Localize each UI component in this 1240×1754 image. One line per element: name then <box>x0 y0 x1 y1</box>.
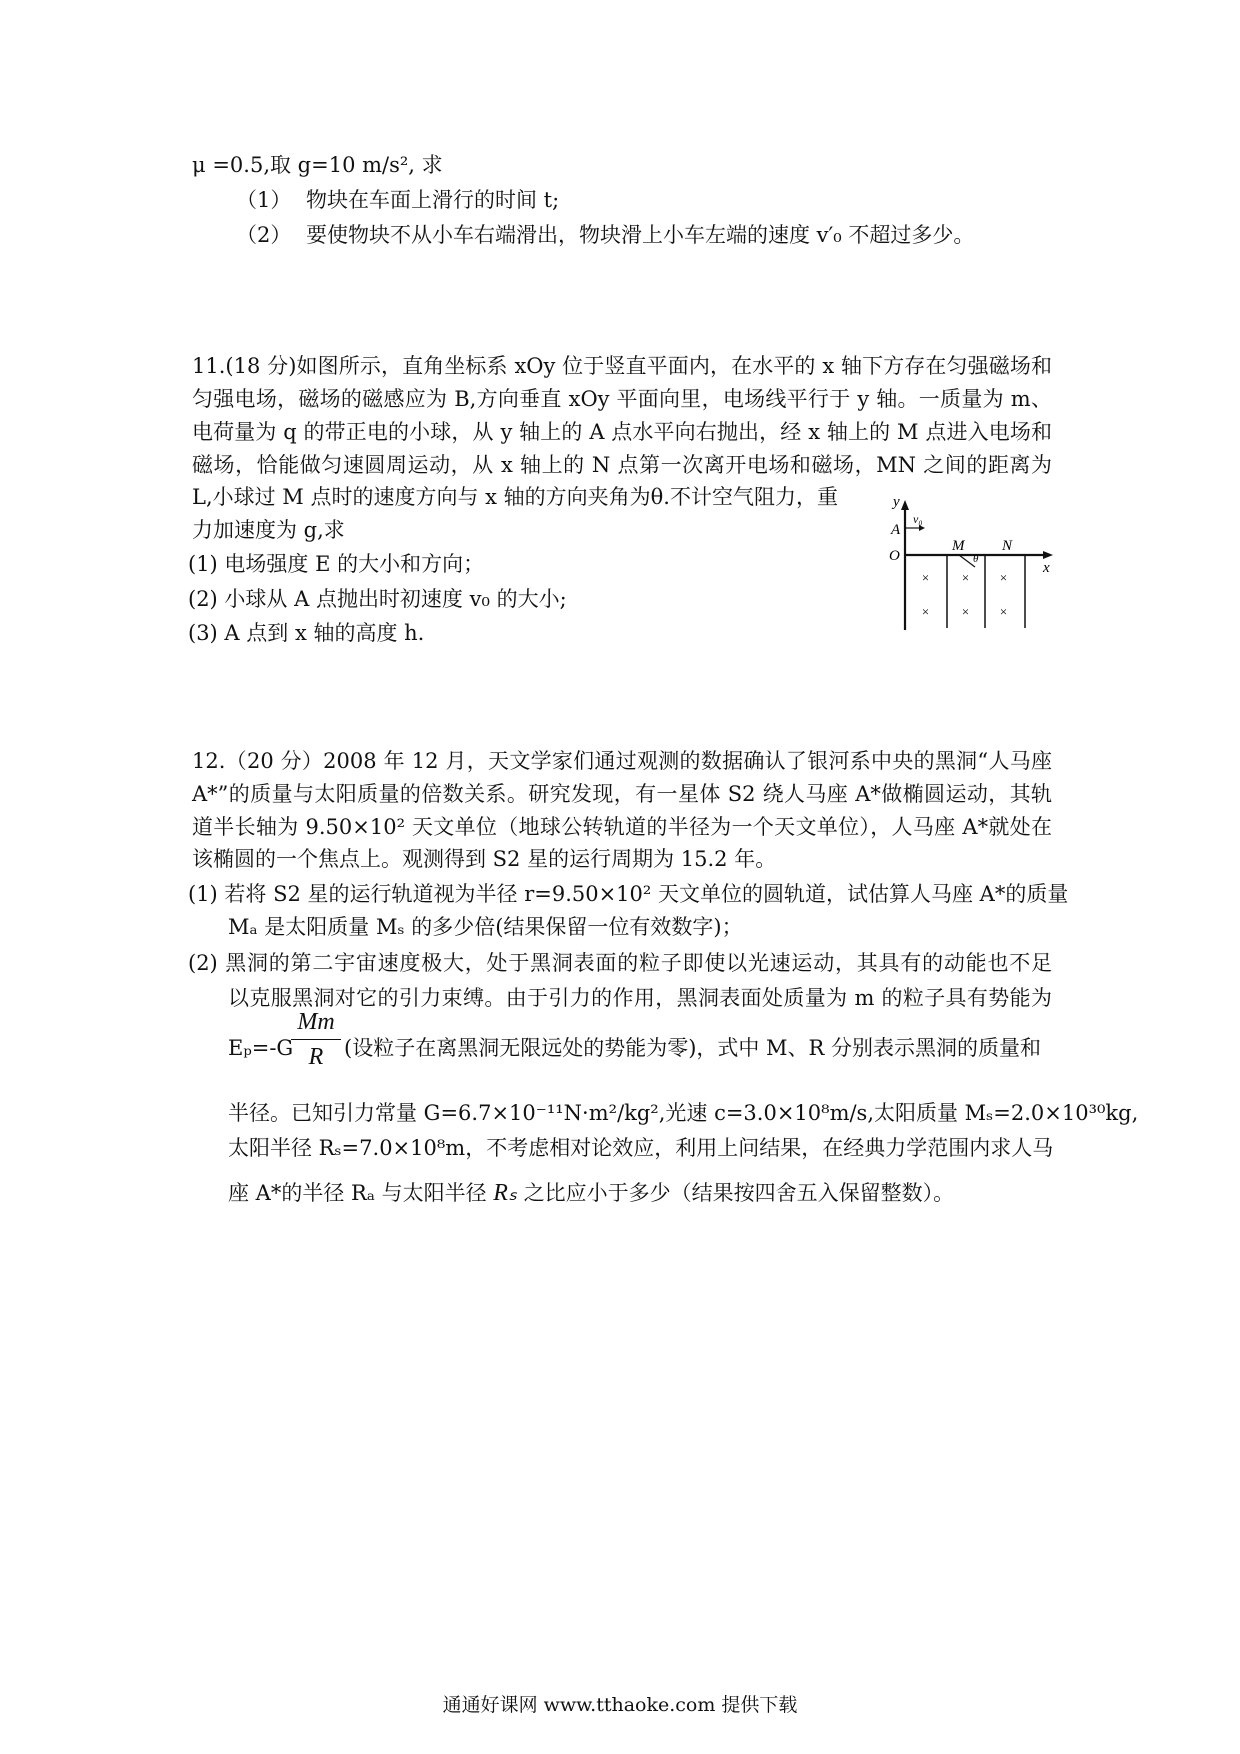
p12-q1-line-2: Mₐ 是太阳质量 Mₛ 的多少倍(结果保留一位有效数字)； <box>228 915 743 939</box>
fraction-denominator: R <box>308 1044 324 1070</box>
fraction-bar <box>291 1039 341 1040</box>
p12-q2-line-6-a: 座 A*的半径 Rₐ 与太阳半径 <box>228 1181 487 1205</box>
p11-line-2: 匀强电场，磁场的磁感应为 B,方向垂直 xOy 平面向里，电场线平行于 y 轴。一质量为 m、 <box>192 387 1052 411</box>
p12-intro-4: 该椭圆的一个焦点上。观测得到 S2 星的运行周期为 15.2 年。 <box>192 847 777 871</box>
p12-q2-line-5: 太阳半径 Rₛ=7.0×10⁸m，不考虑相对论效应，利用上问结果，在经典力学范围内求人马 <box>228 1136 1054 1160</box>
p12-q2-line-2: 以克服黑洞对它的引力束缚。由于引力的作用，黑洞表面处质量为 m 的粒子具有势能为 <box>228 986 1052 1010</box>
fig-n-label: N <box>1002 538 1013 554</box>
p11-line-3: 电荷量为 q 的带正电的小球，从 y 轴上的 A 点水平向右抛出，经 x 轴上的 M 点进入电场和 <box>192 420 1052 444</box>
field-cross: × <box>921 604 930 619</box>
p12-intro-3: 道半长轴为 9.50×10² 天文单位（地球公转轨道的半径为一个天文单位），人马座 A*就处在 <box>192 815 1052 839</box>
field-cross: × <box>961 570 970 585</box>
p10-q1-text: 物块在车面上滑行的时间 t; <box>306 188 560 212</box>
p12-q2-line-4: 半径。已知引力常量 G=6.7×10⁻¹¹N·m²/kg²,光速 c=3.0×10⁸m/s,太阳质量 Mₛ=2.0×10³⁰kg, <box>228 1101 1139 1125</box>
p12-q1-line-1: (1) 若将 S2 星的运行轨道视为半径 r=9.50×10² 天文单位的圆轨道，试估算人马座 A*的质量 <box>188 882 1069 906</box>
fig-theta-label: θ <box>973 553 979 565</box>
field-cross: × <box>921 570 930 585</box>
fig-y-label: y <box>893 494 900 510</box>
fraction-numerator: Mm <box>297 1009 335 1035</box>
p10-q1-num: （1） <box>236 188 292 212</box>
potential-fraction <box>291 1007 341 1072</box>
fig-o-label: O <box>889 548 900 564</box>
fig-m-label: M <box>952 538 965 554</box>
p11-line-5: L,小球过 M 点时的速度方向与 x 轴的方向夹角为θ.不计空气阻力，重 <box>192 485 838 509</box>
p10-given: μ =0.5,取 g=10 m/s², 求 <box>192 153 443 177</box>
field-cross: × <box>999 604 1008 619</box>
p12-intro-2: A*”的质量与太阳质量的倍数关系。研究发现，有一星体 S2 绕人马座 A*做椭圆运动，其轨 <box>192 782 1052 806</box>
fig-a-label: A <box>891 522 901 538</box>
p11-q1: (1) 电场强度 E 的大小和方向； <box>188 552 485 576</box>
p11-q2: (2) 小球从 A 点抛出时初速度 v₀ 的大小; <box>188 587 567 611</box>
fig-x-label: x <box>1043 560 1050 576</box>
p12-q2-line-6 <box>228 1178 954 1208</box>
p12-q2-line-1: (2) 黑洞的第二宇宙速度极大，处于黑洞表面的粒子即使以光速运动，其具有的动能也不足 <box>188 951 1052 975</box>
p11-line-1: 11.(18 分)如图所示，直角坐标系 xOy 位于竖直平面内，在水平的 x 轴下方存在匀强磁场和 <box>192 354 1052 378</box>
p10-q2-text: 要使物块不从小车右端滑出，物块滑上小车左端的速度 v′₀ 不超过多少。 <box>306 223 975 247</box>
p12-ep-prefix: Eₚ=-G <box>228 1036 294 1060</box>
p11-q3: (3) A 点到 x 轴的高度 h. <box>188 621 425 645</box>
fig-v0-label: v₀ <box>913 512 923 526</box>
field-cross: × <box>961 604 970 619</box>
p12-ep-suffix: (设粒子在离黑洞无限远处的势能为零)，式中 M、R 分别表示黑洞的质量和 <box>344 1036 1042 1060</box>
p10-q2-num: （2） <box>236 223 292 247</box>
p12-q2-line-6-b: 之比应小于多少（结果按四舍五入保留整数）。 <box>523 1181 955 1205</box>
p11-line-4: 磁场，恰能做匀速圆周运动，从 x 轴上的 N 点第一次离开电场和磁场，MN 之间的距离为 <box>192 453 1052 477</box>
p11-line-6: 力加速度为 g,求 <box>192 518 345 542</box>
p12-intro-1: 12.（20 分）2008 年 12 月，天文学家们通过观测的数据确认了银河系中央的黑洞“人马座 <box>192 749 1052 773</box>
sun-radius-symbol: Rₛ <box>493 1180 517 1206</box>
field-cross: × <box>999 570 1008 585</box>
page-footer: 通通好课网 www.tthaoke.com 提供下载 <box>442 1694 798 1716</box>
p11-figure <box>875 490 1055 640</box>
